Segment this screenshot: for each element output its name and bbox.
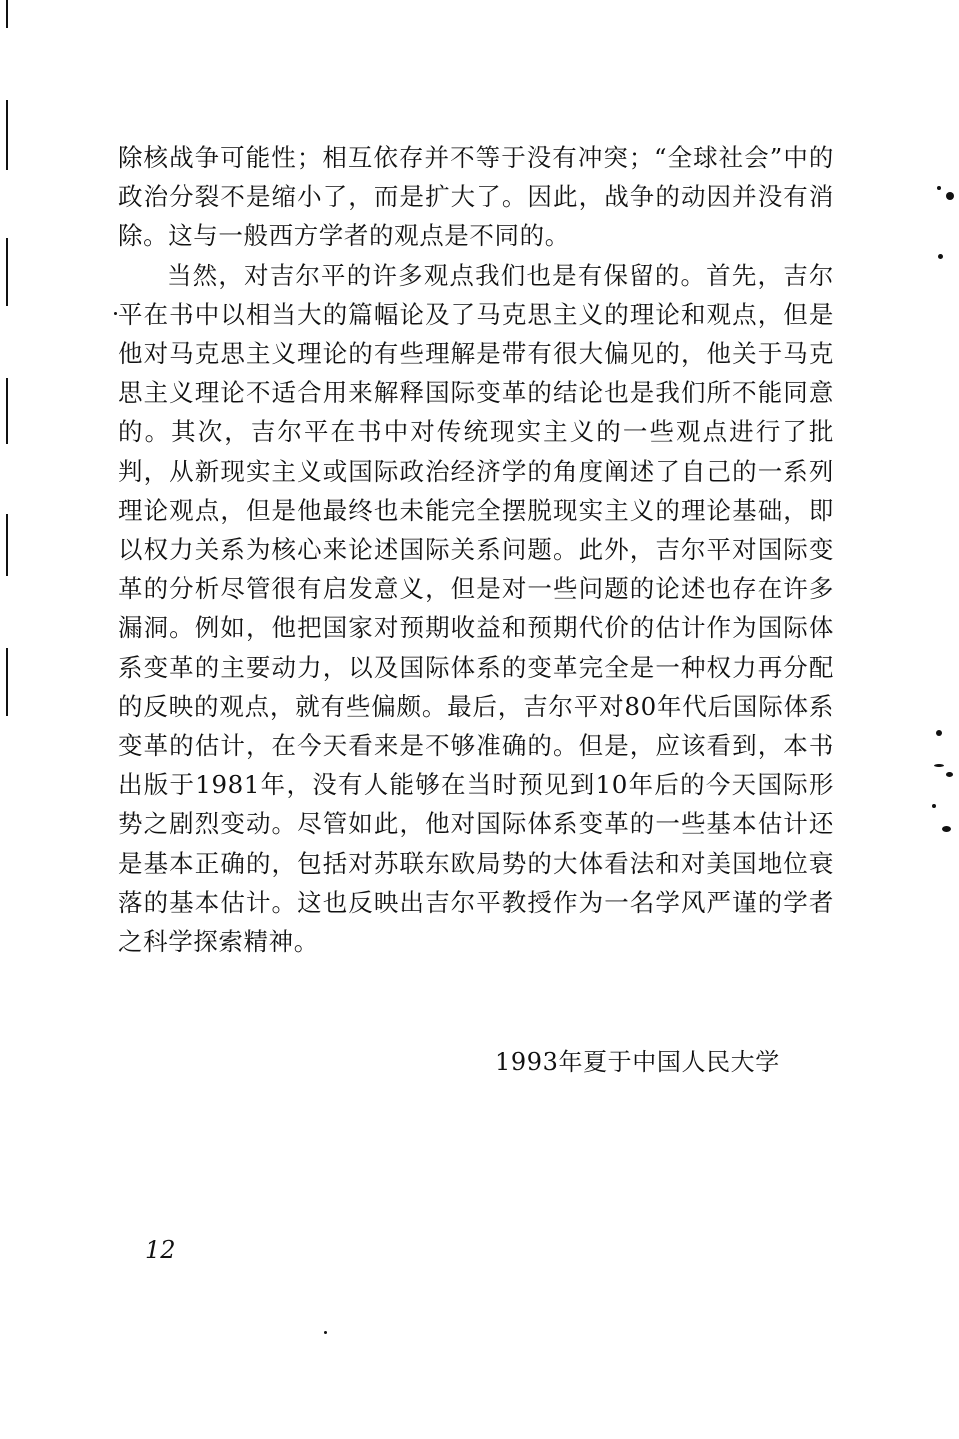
scan-speck: [942, 826, 951, 832]
scan-speck: [932, 804, 936, 808]
scan-margin-line: [6, 0, 8, 28]
scan-margin-line: [6, 238, 8, 306]
paragraph: 除核战争可能性；相互依存并不等于没有冲突；“全球社会”中的政治分裂不是缩小了，而是扩大了。因此，战争的动因并没有消除。这与一般西方学者的观点是不同的。: [118, 143, 834, 251]
scan-speck: [946, 192, 954, 200]
page-number: 12: [145, 1236, 176, 1264]
scan-speck: [936, 730, 942, 736]
scan-margin-line: [6, 514, 8, 576]
scan-speck: [934, 764, 944, 767]
scan-margin-line: [6, 100, 8, 170]
paragraph: 当然，对吉尔平的许多观点我们也是有保留的。首先，吉尔平在书中以相当大的篇幅论及了马克思主义的理论和观点，但是他对马克思主义理论的有些理解是带有很大偏见的，他关于马克思主义理论不适合用来解释国际变革的结论也是我们所不能同意的。其次，吉尔平在书中对传统现实主义的一些观点进行了批判，从新现实主义或国际政治经济学的角度阐述了自己的一系列理论观点，但是他最终也未能完全摆脱现实主义的理论基础，即以权力关系为核心来论述国际关系问题。此外，吉尔平对国际变革的分析尽管很有启发意义，但是对一些问题的论述也存在许多漏洞。例如，他把国家对预期收益和预期代价的估计作为国际体系变革的主要动力，以及国际体系的变革完全是一种权力再分配的反映的观点，就有些偏颇。最后，吉尔平对80年代后国际体系变革的估计，在今天看来是不够准确的。但是，应该看到，本书出版于1981年，没有人能够在当时预见到10年后的今天国际形势之剧烈变动。尽管如此，他对国际体系变革的一些基本估计还是基本正确的，包括对苏联东欧局势的大体看法和对美国地位衰落的基本估计。这也反映出吉尔平教授作为一名学风严谨的学者之科学探索精神。: [118, 260, 834, 957]
scan-speck: [946, 772, 953, 777]
date-place-signoff: 1993年夏于中国人民大学: [495, 1048, 780, 1076]
scan-speck: [114, 312, 117, 315]
scan-margin-line: [6, 378, 8, 444]
scan-speck: [324, 1331, 327, 1334]
scan-margin-line: [6, 648, 8, 716]
body-text: [118, 138, 834, 961]
scan-speck: [938, 254, 943, 259]
scan-speck: [937, 186, 941, 190]
